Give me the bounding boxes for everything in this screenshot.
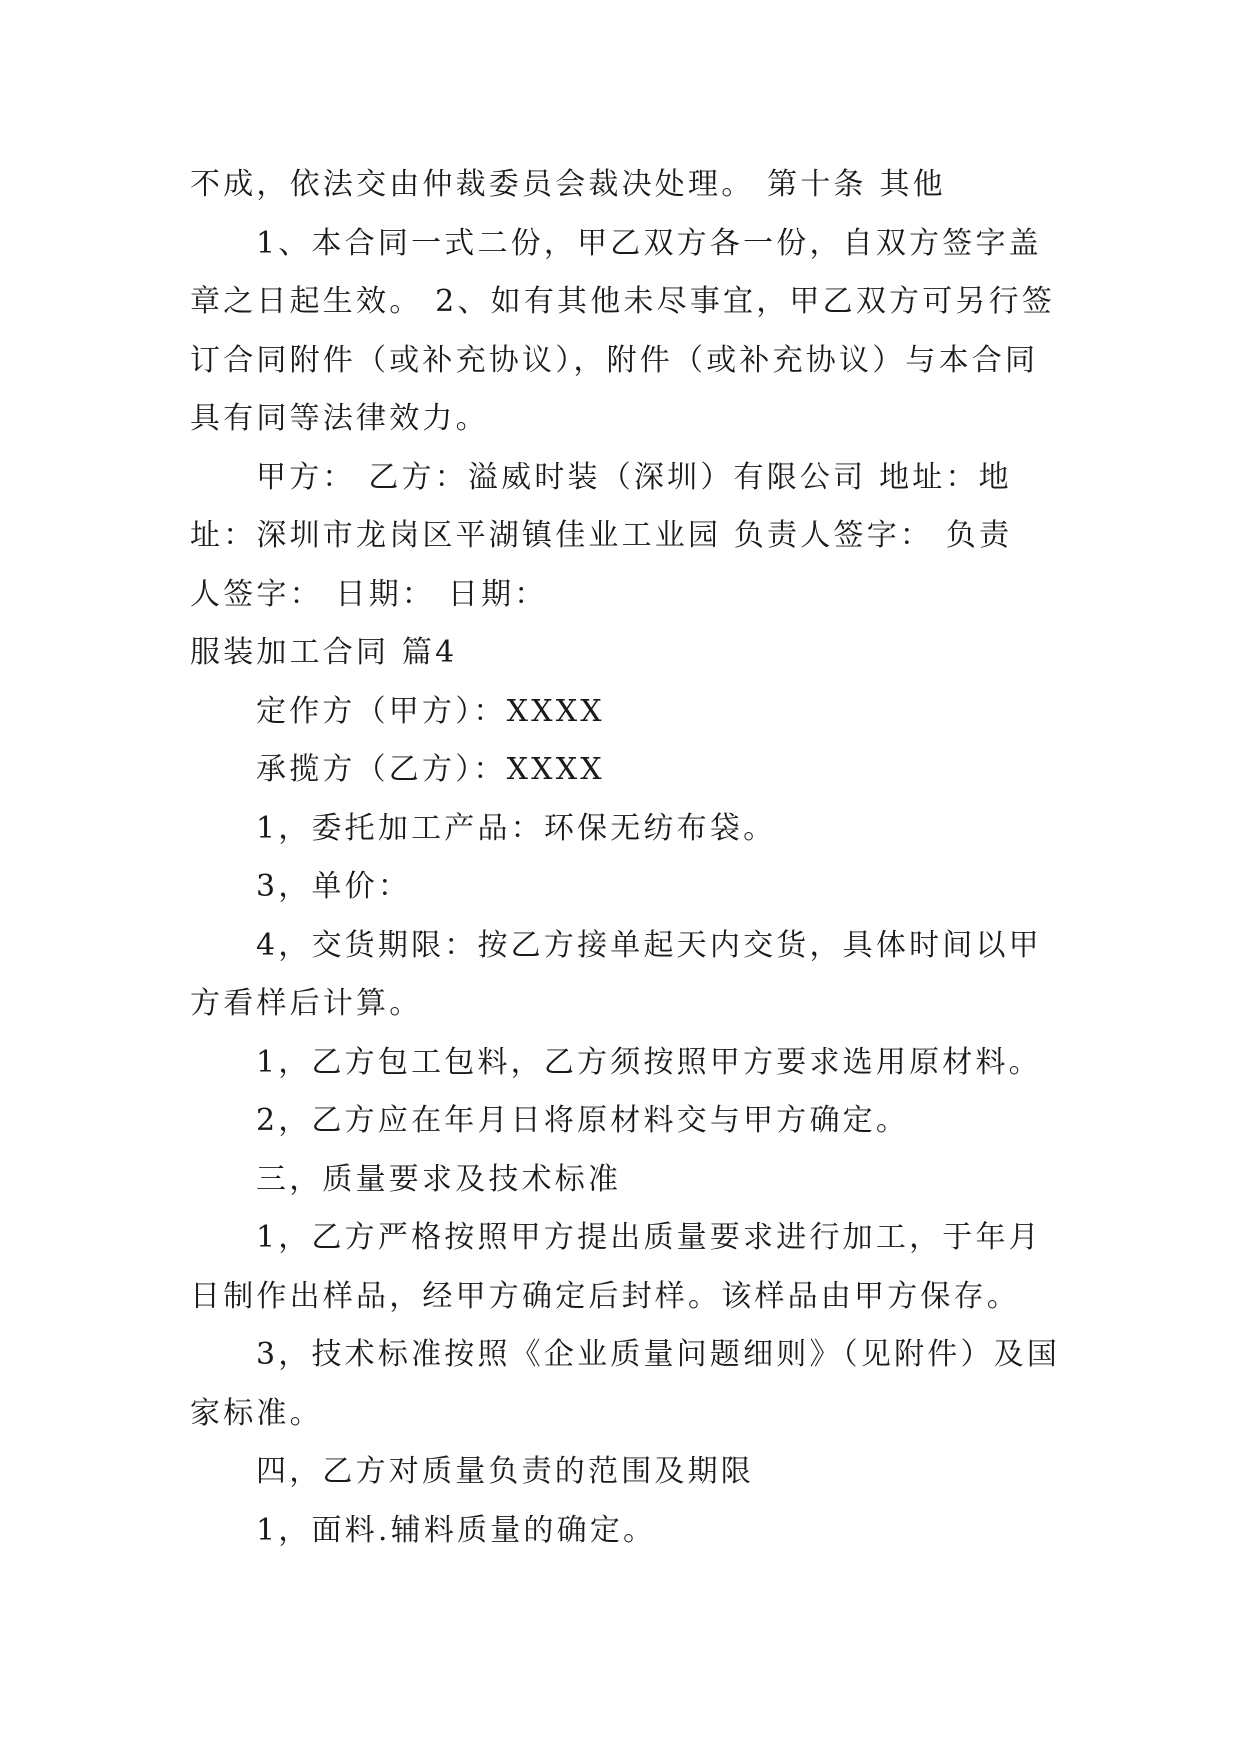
text-line: 不成，依法交由仲裁委员会裁决处理。 第十条 其他 <box>190 167 946 202</box>
text-line: 2，乙方应在年月日将原材料交与甲方确定。 <box>256 1103 910 1138</box>
section-heading: 服装加工合同 篇4 <box>190 635 458 670</box>
text-line: 日制作出样品，经甲方确定后封样。该样品由甲方保存。 <box>190 1278 1020 1314</box>
document-page <box>190 156 1061 1560</box>
text-line: 定作方（甲方）：XXXX <box>256 693 605 729</box>
text-line: 家标准。 <box>190 1395 323 1431</box>
text-line: 3，单价： <box>256 869 412 904</box>
text-line: 订合同附件（或补充协议），附件（或补充协议）与本合同 <box>190 342 1039 378</box>
text-line: 四，乙方对质量负责的范围及期限 <box>256 1454 754 1489</box>
text-line: 三，质量要求及技术标准 <box>256 1161 622 1197</box>
text-line: 1，委托加工产品：环保无纺布袋。 <box>256 810 777 846</box>
text-line: 1，乙方包工包料，乙方须按照甲方要求选用原材料。 <box>256 1044 1042 1080</box>
text-line: 3，技术标准按照《企业质量问题细则》（见附件）及国 <box>256 1337 1061 1372</box>
text-line: 甲方： 乙方：溢威时装（深圳）有限公司 地址：地 <box>256 459 1012 495</box>
text-line: 1，面料.辅料质量的确定。 <box>256 1512 657 1548</box>
text-line: 人签字： 日期： 日期： <box>190 576 548 612</box>
text-line: 1、本合同一式二份，甲乙双方各一份，自双方签字盖 <box>256 225 1042 261</box>
text-line: 具有同等法律效力。 <box>190 401 489 436</box>
text-line: 1，乙方严格按照甲方提出质量要求进行加工，于年月 <box>256 1220 1042 1255</box>
text-line: 4，交货期限：按乙方接单起天内交货，具体时间以甲 <box>256 927 1042 963</box>
text-line: 承揽方（乙方）：XXXX <box>256 752 605 787</box>
text-line: 址：深圳市龙岗区平湖镇佳业工业园 负责人签字： 负责 <box>190 518 1013 553</box>
text-line: 章之日起生效。 2、如有其他未尽事宜，甲乙双方可另行签 <box>190 284 1056 319</box>
text-line: 方看样后计算。 <box>190 986 423 1021</box>
